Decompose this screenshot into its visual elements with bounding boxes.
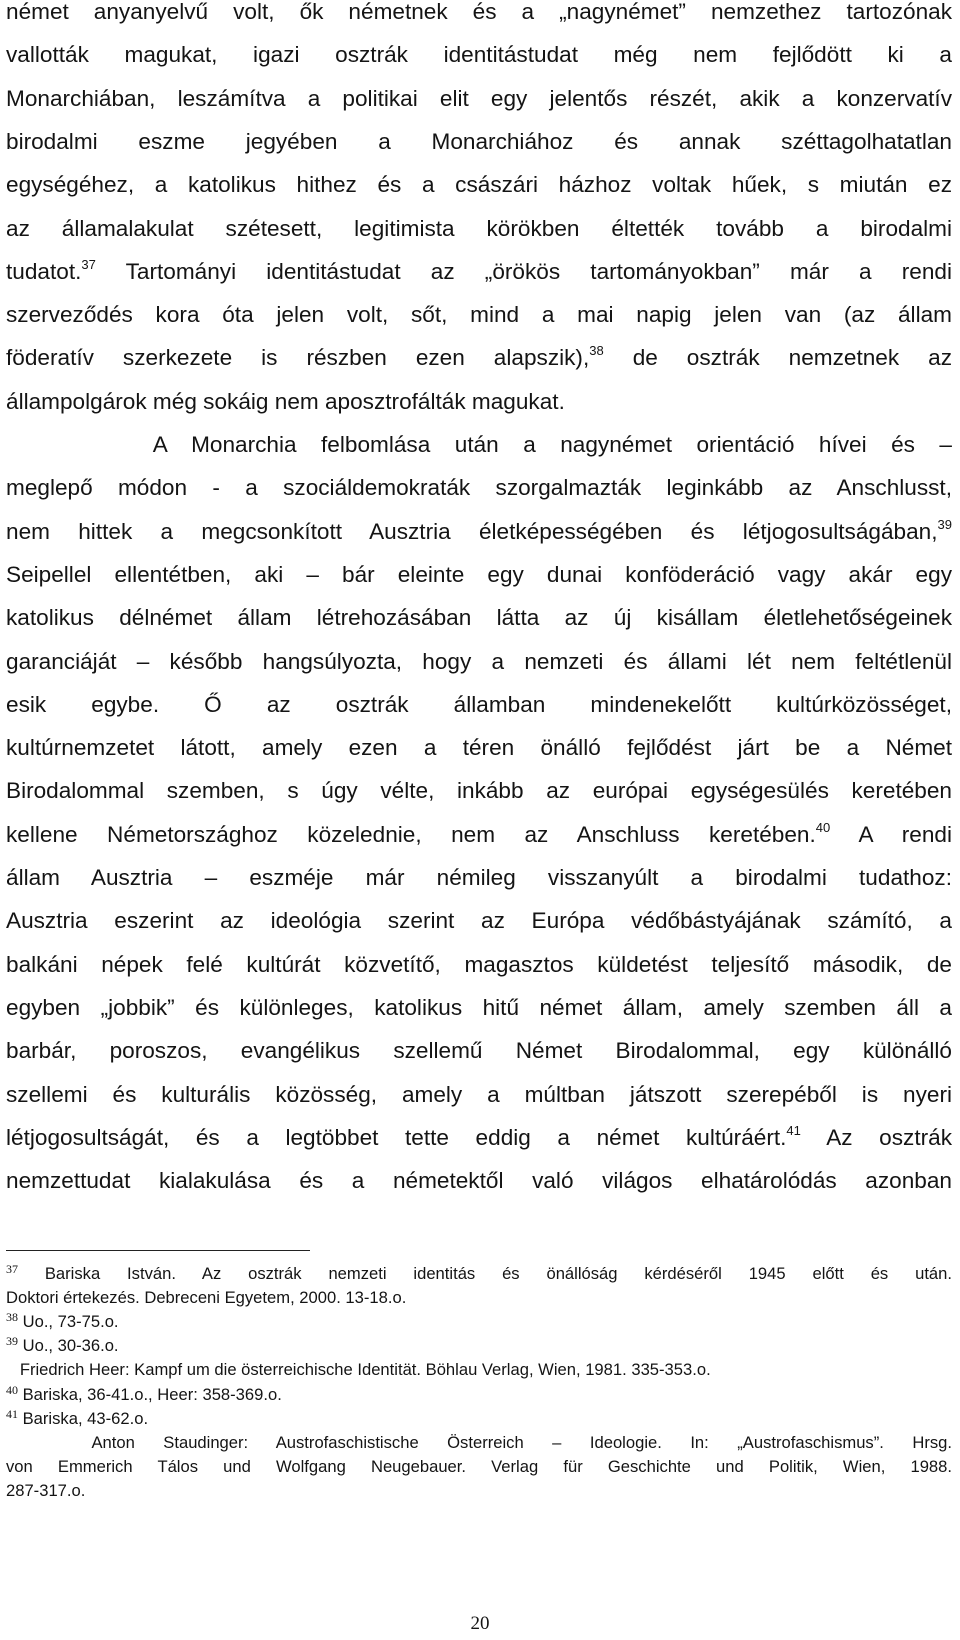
- footnote-line: [6, 1310, 952, 1334]
- body-line: [6, 986, 952, 1030]
- footnote-number: 37: [6, 1262, 18, 1276]
- footnote-text: Friedrich Heer: Kampf um die österreichische Identität. Böhlau Verlag, Wien, 1981. 335-353.o.: [6, 1360, 711, 1380]
- body-line-text: Ausztria eszerint az ideológia szerint az Európa védőbástyájának számító, a: [6, 908, 952, 934]
- body-line-text: A Monarchia felbomlása után a nagynémet orientáció hívei és –: [6, 432, 952, 457]
- body-line: [6, 0, 952, 34]
- body-line-text: katolikus délnémet állam létrehozásában látta az új kisállam életlehetőségeinek: [6, 605, 952, 631]
- body-line: [6, 207, 952, 251]
- footnote-text: Uo., 30-36.o.: [18, 1336, 119, 1356]
- body-line: [6, 553, 952, 597]
- body-line: [6, 899, 952, 943]
- body-line-text: nemzettudat kialakulása és a németektől való világos elhatárolódás azonban: [6, 1168, 952, 1194]
- body-line-text: egységéhez, a katolikus hithez és a császári házhoz voltak hűek, s miután ez: [6, 172, 952, 198]
- body-line-text: létjogosultságát, és a legtöbbet tette eddig a német kultúráért.: [6, 1124, 787, 1150]
- footnote-text: Bariska István. Az osztrák nemzeti identitás és önállóság kérdéséről 1945 előtt és után.: [18, 1264, 952, 1283]
- body-line-text: A rendi: [830, 821, 952, 847]
- footnote-number: 38: [6, 1310, 18, 1325]
- body-line-text: vallották magukat, igazi osztrák identitástudat még nem fejlődött ki a: [6, 42, 952, 68]
- body-line: [6, 423, 952, 467]
- body-line: [6, 1116, 952, 1160]
- footnote-line: [6, 1431, 952, 1455]
- body-line-text: barbár, poroszos, evangélikus szellemű Német Birodalommal, egy különálló: [6, 1038, 952, 1064]
- body-line-text: meglepő módon - a szociáldemokraták szorgalmazták leginkább az Anschlusst,: [6, 475, 952, 501]
- body-line-text: német anyanyelvű volt, ők németnek és a „nagynémet” nemzethez tartozónak: [6, 0, 952, 24]
- footnote-text: Uo., 73-75.o.: [18, 1312, 119, 1332]
- body-line: [6, 77, 952, 121]
- footnote-line: [6, 1455, 952, 1479]
- body-line: [6, 943, 952, 987]
- body-line: [6, 336, 952, 380]
- body-line-text: szerveződés kora óta jelen volt, sőt, mind a mai napig jelen van (az állam: [6, 302, 952, 328]
- body-line-text: Az osztrák: [800, 1124, 953, 1150]
- body-line-text: Birodalommal szemben, s úgy vélte, inkább az európai egységesülés keretében: [6, 778, 952, 804]
- footnote-line: [6, 1334, 952, 1358]
- footnote-text: 287-317.o.: [6, 1480, 86, 1500]
- footnote-line: [6, 1479, 952, 1503]
- body-line-text: állam Ausztria – eszméje már némileg visszanyúlt a birodalmi tudathoz:: [6, 865, 952, 890]
- body-line: [6, 33, 952, 77]
- body-line-text: kultúrnemzetet látott, amely ezen a téren önálló fejlődést járt be a Német: [6, 735, 952, 761]
- footnote-text: von Emmerich Tálos und Wolfgang Neugebauer. Verlag für Geschichte und Politik, Wien, 1988.: [6, 1456, 952, 1476]
- body-line-text: kellene Németországhoz közelednie, nem az Anschluss keretében.: [6, 821, 816, 847]
- body-line: [6, 1029, 952, 1073]
- body-line-text: garanciáját – később hangsúlyozta, hogy a nemzeti és állami lét nem feltétlenül: [6, 648, 952, 674]
- body-line-text: állampolgárok még sokáig nem aposztrofálták magukat.: [6, 388, 565, 414]
- body-line-text: birodalmi eszme jegyében a Monarchiához és annak széttagolhatatlan: [6, 128, 952, 154]
- footnote-line: [6, 1262, 952, 1286]
- body-line-text: Tartományi identitástudat az „örökös tartományokban” már a rendi: [95, 258, 952, 284]
- body-line: [6, 596, 952, 640]
- body-line-text: balkáni népek felé kultúrát közvetítő, magasztos küldetést teljesítő második, de: [6, 951, 952, 977]
- body-line: [6, 250, 952, 294]
- body-line: [6, 813, 952, 857]
- footnote-line: [6, 1286, 952, 1310]
- body-line-text: Seipellel ellentétben, aki – bár eleinte egy dunai konföderáció vagy akár egy: [6, 561, 952, 587]
- body-line-text: nem hittek a megcsonkított Ausztria életképességében és létjogosultságában,: [6, 518, 938, 544]
- body-line: [6, 510, 952, 554]
- body-line: [6, 1073, 952, 1117]
- body-line: [6, 293, 952, 337]
- footnote-text: Bariska, 43-62.o.: [18, 1408, 149, 1428]
- body-line-text: de osztrák nemzetnek az: [603, 345, 952, 371]
- footnote-text: Anton Staudinger: Austrofaschistische Österreich – Ideologie. In: „Austrofaschismus”. Hrsg.: [6, 1432, 952, 1452]
- body-line: [6, 1159, 952, 1203]
- footnote-reference: 38: [589, 343, 604, 359]
- body-line-text: föderatív szerkezete is részben ezen alapszik),: [6, 345, 590, 371]
- footnote-line: [6, 1383, 952, 1407]
- body-line: [6, 769, 952, 813]
- body-line: [6, 640, 952, 684]
- page-number: 20: [470, 1613, 490, 1634]
- footnote-text: Doktori értekezés. Debreceni Egyetem, 2000. 13-18.o.: [6, 1288, 407, 1308]
- body-line-text: szellemi és kulturális közösség, amely a múltban játszott szerepéből is nyeri: [6, 1081, 952, 1107]
- footnote-text: Bariska, 36-41.o., Heer: 358-369.o.: [18, 1384, 282, 1404]
- body-line: [6, 380, 952, 424]
- body-line: [6, 120, 952, 164]
- body-line: [6, 466, 952, 510]
- footnote-number: 40: [6, 1382, 18, 1397]
- footnote-number: 41: [6, 1406, 18, 1421]
- footnote-line: [6, 1358, 952, 1382]
- footnote-line: [6, 1407, 952, 1431]
- footnote-reference: 41: [786, 1122, 801, 1138]
- footnote-reference: 40: [815, 819, 831, 835]
- body-line-text: Monarchiában, leszámítva a politikai elit egy jelentős részét, akik a konzervatív: [6, 85, 952, 111]
- body-line-text: az államalakulat szétesett, legitimista körökben éltették tovább a birodalmi: [6, 215, 952, 241]
- footnote-number: 39: [6, 1334, 18, 1349]
- body-line-text: tudatot.: [6, 258, 82, 284]
- body-line-text: egyben „jobbik” és különleges, katolikus hitű német állam, amely szemben áll a: [6, 994, 952, 1020]
- body-line: [6, 726, 952, 770]
- body-line: [6, 683, 952, 727]
- body-line: [6, 856, 952, 900]
- footnote-reference: 37: [81, 256, 96, 272]
- body-line: [6, 163, 952, 207]
- body-line-text: esik egybe. Ő az osztrák államban mindenekelőtt kultúrközösséget,: [6, 691, 952, 717]
- footnote-separator: [6, 1250, 310, 1251]
- footnote-reference: 39: [937, 516, 952, 532]
